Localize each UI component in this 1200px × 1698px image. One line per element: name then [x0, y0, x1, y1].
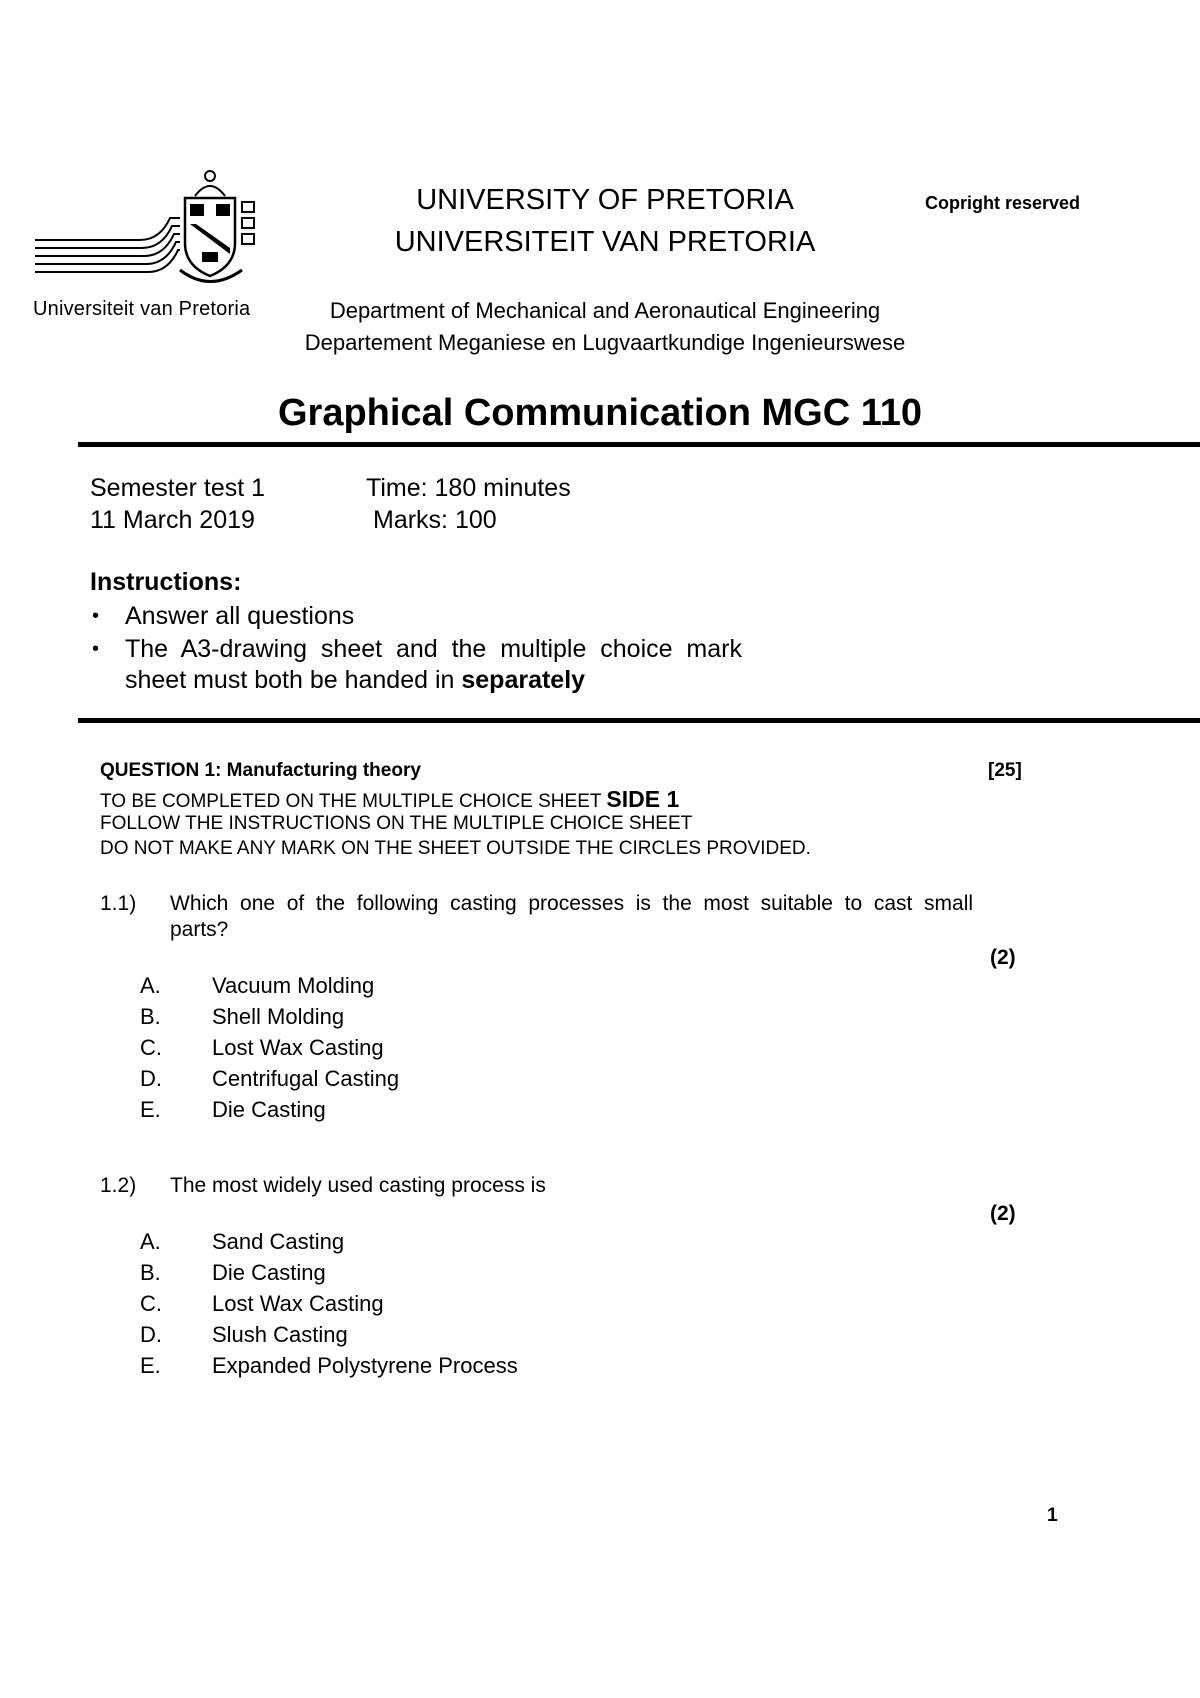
option-letter: E.: [140, 1097, 161, 1122]
top-divider: [78, 442, 1200, 447]
bullet-icon: •: [92, 605, 100, 627]
question-text: Which one of the following casting processes is the most suitable to cast small: [170, 892, 974, 915]
option-text: Expanded Polystyrene Process: [212, 1353, 518, 1378]
instruction-note-3: DO NOT MAKE ANY MARK ON THE SHEET OUTSIDE THE CIRCLES PROVIDED.: [100, 838, 811, 859]
test-name: Semester test 1: [90, 474, 266, 502]
option-letter: A.: [140, 1229, 161, 1254]
page-number: 1: [1047, 1505, 1058, 1526]
option-text: Die Casting: [212, 1260, 326, 1285]
instruction-item-2-line-1: The A3-drawing sheet and the multiple choice mark: [125, 635, 742, 663]
option-text: Slush Casting: [212, 1322, 348, 1347]
option-text: Shell Molding: [212, 1004, 345, 1029]
option-letter: C.: [140, 1291, 162, 1316]
option-letter: D.: [140, 1322, 162, 1347]
question-text-continued: parts?: [170, 918, 229, 941]
university-name-english: UNIVERSITY OF PRETORIA: [416, 184, 794, 216]
option-letter: A.: [140, 973, 161, 998]
side-1-label: SIDE 1: [606, 786, 680, 812]
question-marks: (2): [990, 946, 1016, 969]
bottom-divider: [78, 718, 1200, 723]
emphasis-separately: separately: [461, 666, 586, 694]
instruction-note-1: TO BE COMPLETED ON THE MULTIPLE CHOICE SHEET SIDE 1: [100, 786, 680, 812]
option-text: Sand Casting: [212, 1229, 345, 1254]
option-letter: E.: [140, 1353, 161, 1378]
course-title: Graphical Communication MGC 110: [277, 392, 923, 434]
option-letter: B.: [140, 1004, 161, 1029]
bullet-icon: •: [92, 638, 100, 660]
instruction-item-1: Answer all questions: [125, 602, 355, 630]
department-afrikaans: Departement Meganiese en Lugvaartkundige Ingenieurswese: [304, 330, 906, 355]
instruction-note-2: FOLLOW THE INSTRUCTIONS ON THE MULTIPLE CHOICE SHEET: [100, 813, 693, 834]
instruction-item-2-line-2: sheet must both be handed in separately: [125, 666, 586, 694]
logo-caption: Universiteit van Pretoria: [33, 298, 251, 320]
test-marks: Marks: 100: [373, 506, 497, 534]
university-name-afrikaans: UNIVERSITEIT VAN PRETORIA: [394, 226, 816, 258]
option-letter: C.: [140, 1035, 162, 1060]
option-text: Lost Wax Casting: [212, 1291, 384, 1316]
option-text: Die Casting: [212, 1097, 326, 1122]
question-number: 1.1): [100, 892, 137, 915]
question-text: The most widely used casting process is: [170, 1174, 546, 1197]
option-text: Vacuum Molding: [212, 973, 375, 998]
university-logo: [30, 168, 270, 328]
copyright-notice: Copright reserved: [925, 193, 1081, 213]
instructions-heading: Instructions:: [90, 568, 242, 596]
question-1-heading: QUESTION 1: Manufacturing theory: [100, 760, 421, 781]
question-number: 1.2): [100, 1174, 137, 1197]
test-time: Time: 180 minutes: [366, 474, 571, 502]
question-marks: (2): [990, 1202, 1016, 1225]
test-date: 11 March 2019: [90, 506, 255, 534]
question-1-total-marks: [25]: [988, 760, 1022, 781]
department-english: Department of Mechanical and Aeronautical Engineering: [329, 298, 881, 323]
option-text: Lost Wax Casting: [212, 1035, 384, 1060]
option-text: Centrifugal Casting: [212, 1066, 400, 1091]
option-letter: D.: [140, 1066, 162, 1091]
option-letter: B.: [140, 1260, 161, 1285]
